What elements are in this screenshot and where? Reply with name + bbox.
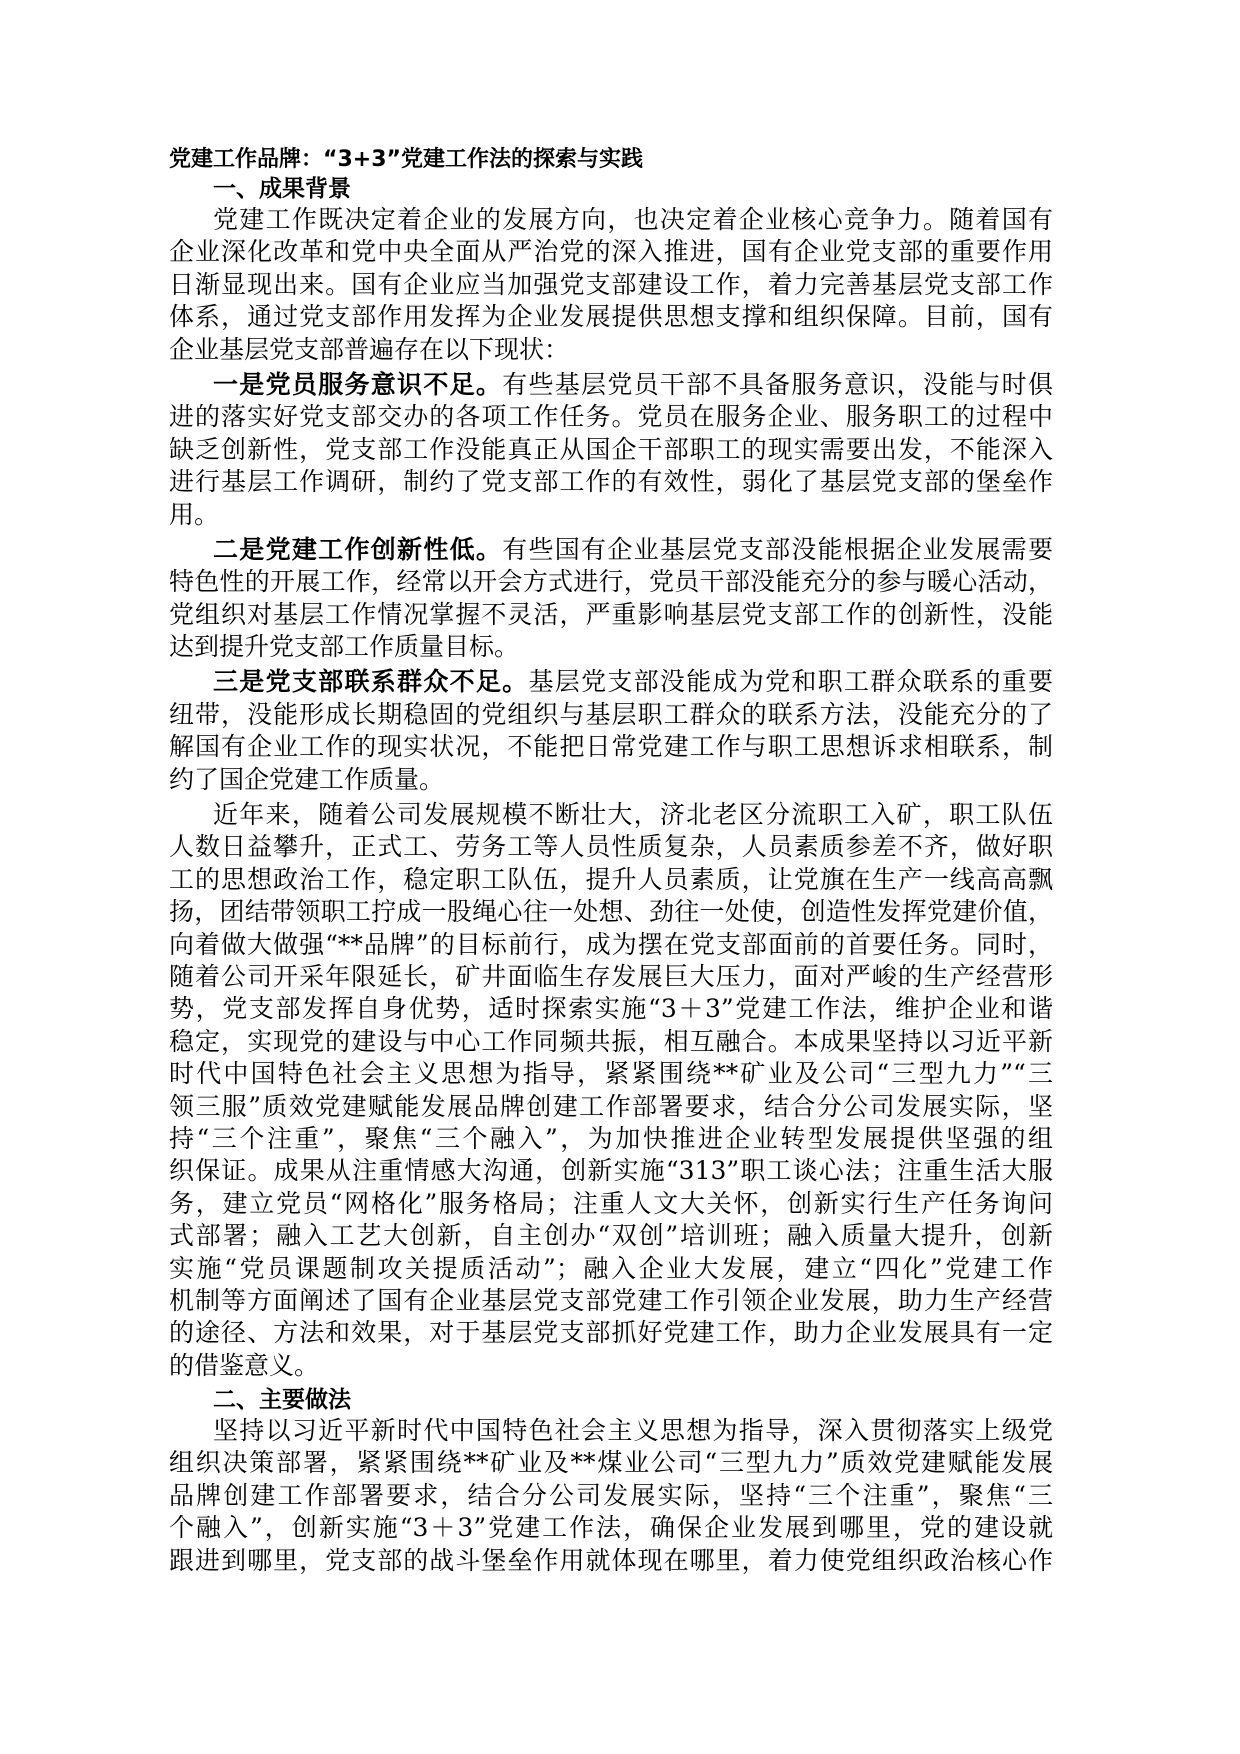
text-line (169, 369, 1053, 401)
paragraph (169, 369, 1053, 531)
text-line (169, 269, 1053, 301)
line-text: 随着公司开采年限延长，矿井面临生存发展巨大压力，面对严峻的生产经营形 (169, 961, 1053, 991)
text-line (169, 961, 1053, 993)
line-text: 扬，团结带领职工拧成一股绳心往一处想、劲往一处使，创造性发挥党建价值， (169, 897, 1053, 927)
text-line (169, 334, 1053, 366)
text-line (169, 764, 1053, 796)
line-text: 约了国企党建工作质量。 (169, 764, 445, 794)
text-line (169, 929, 1053, 961)
line-text: 时代中国特色社会主义思想为指导，紧紧围绕**矿业及公司“三型九力”“三 (169, 1059, 1053, 1089)
text-line (169, 993, 1053, 1025)
line-text: 纽带，没能形成长期稳固的党组织与基层职工群众的联系方法，没能充分的了 (169, 699, 1053, 729)
text-line (169, 1253, 1053, 1285)
text-line (169, 1317, 1053, 1349)
line-text: 进行基层工作调研，制约了党支部工作的有效性，弱化了基层党支部的堡垒作 (169, 467, 1053, 497)
paragraph (169, 799, 1053, 1382)
text-line (169, 236, 1053, 268)
text-line (169, 666, 1053, 698)
line-text: 品牌创建工作部署要求，结合分公司发展实际，坚持“三个注重”，聚焦“三 (169, 1480, 1053, 1510)
text-line (169, 831, 1053, 863)
line-text: 企业基层党支部普遍存在以下现状： (169, 334, 570, 364)
paragraph (169, 1415, 1053, 1577)
paragraph (169, 534, 1053, 664)
line-text: 个融入”，创新实施“3＋3”党建工作法，确保企业发展到哪里，党的建设就 (169, 1513, 1053, 1543)
text-line (169, 1545, 1053, 1577)
text-line (169, 1512, 1053, 1544)
line-text: 用。 (169, 499, 220, 529)
text-line (169, 434, 1053, 466)
line-text: 解国有企业工作的现实状况，不能把日常党建工作与职工思想诉求相联系，制 (169, 732, 1053, 762)
text-line (169, 1447, 1053, 1479)
line-text: 体系，通过党支部作用发挥为企业发展提供思想支撑和组织保障。目前，国有 (169, 302, 1053, 332)
paragraph-lead: 三是党支部联系群众不足。 (213, 667, 529, 697)
text-line (169, 566, 1053, 598)
text-line (169, 1155, 1053, 1187)
line-text: 党建工作既决定着企业的发展方向，也决定着企业核心竞争力。随着国有 (213, 205, 1053, 234)
line-text: 达到提升党支部工作质量目标。 (169, 632, 520, 662)
line-text: 有些基层党员干部不具备服务意识，没能与时俱 (502, 369, 1053, 399)
text-line (169, 799, 1053, 831)
text-line (169, 599, 1053, 631)
line-text: 基层党支部没能成为党和职工群众联系的重要 (528, 667, 1053, 697)
paragraph (169, 666, 1053, 796)
line-text: 党组织对基层工作情况掌握不灵活，严重影响基层党支部工作的创新性，没能 (169, 599, 1053, 629)
document-page (169, 146, 1053, 1580)
text-line (169, 699, 1053, 731)
text-line (169, 204, 1053, 236)
text-line (169, 731, 1053, 763)
text-line (169, 896, 1053, 928)
line-text: 企业深化改革和党中央全面从严治党的深入推进，国有企业党支部的重要作用 (169, 237, 1053, 267)
text-line (169, 864, 1053, 896)
line-text: 坚持以习近平新时代中国特色社会主义思想为指导，深入贯彻落实上级党 (213, 1416, 1053, 1446)
text-line (169, 401, 1053, 433)
text-line (169, 1026, 1053, 1058)
line-text: 稳定，实现党的建设与中心工作同频共振，相互融合。本成果坚持以习近平新 (169, 1026, 1053, 1056)
text-line (169, 1285, 1053, 1317)
line-text: 特色性的开展工作，经常以开会方式进行，党员干部没能充分的参与暖心活动， (169, 567, 1053, 597)
paragraph-lead: 二是党建工作创新性低。 (213, 534, 503, 564)
paragraph (169, 204, 1053, 366)
line-text: 缺乏创新性，党支部工作没能真正从国企干部职工的现实需要出发，不能深入 (169, 434, 1053, 464)
line-text: 织保证。成果从注重情感大沟通，创新实施“313”职工谈心法；注重生活大服 (169, 1156, 1053, 1186)
text-line (169, 301, 1053, 333)
text-line (169, 631, 1053, 663)
text-line (169, 466, 1053, 498)
text-line (169, 534, 1053, 566)
line-text: 近年来，随着公司发展规模不断壮大，济北老区分流职工入矿，职工队伍 (213, 800, 1053, 830)
section-heading: 二、主要做法 (213, 1387, 351, 1414)
document-title: 党建工作品牌：“3+3”党建工作法的探索与实践 (169, 147, 643, 172)
line-text: 领三服”质效党建赋能发展品牌创建工作部署要求，结合分公司发展实际，坚 (169, 1091, 1053, 1121)
line-text: 组织决策部署，紧紧围绕**矿业及**煤业公司“三型九力”质效党建赋能发展 (169, 1448, 1053, 1478)
line-text: 日渐显现出来。国有企业应当加强党支部建设工作，着力完善基层党支部工作 (169, 269, 1053, 299)
line-text: 的借鉴意义。 (169, 1350, 320, 1380)
text-line (169, 1350, 1053, 1382)
line-text: 机制等方面阐述了国有企业基层党支部党建工作引领企业发展，助力生产经营 (169, 1285, 1053, 1315)
line-text: 务，建立党员“网格化”服务格局；注重人文大关怀，创新实行生产任务询问 (169, 1188, 1053, 1218)
line-text: 有些国有企业基层党支部没能根据企业发展需要 (502, 534, 1053, 564)
section-heading: 一、成果背景 (213, 176, 351, 202)
line-text: 向着做大做强“**品牌”的目标前行，成为摆在党支部面前的首要任务。同时， (169, 929, 1053, 959)
line-text: 跟进到哪里，党支部的战斗堡垒作用就体现在哪里，着力使党组织政治核心作 (169, 1545, 1053, 1575)
line-text: 进的落实好党支部交办的各项工作任务。党员在服务企业、服务职工的过程中 (169, 402, 1053, 432)
line-text: 持“三个注重”，聚焦“三个融入”，为加快推进企业转型发展提供坚强的组 (169, 1123, 1053, 1153)
line-text: 实施“党员课题制攻关提质活动”；融入企业大发展，建立“四化”党建工作 (169, 1253, 1053, 1283)
line-text: 人数日益攀升，正式工、劳务工等人员性质复杂，人员素质参差不齐，做好职 (169, 832, 1053, 862)
text-line (169, 1058, 1053, 1090)
line-text: 工的思想政治工作，稳定职工队伍，提升人员素质，让党旗在生产一线高高飘 (169, 864, 1053, 894)
line-text: 式部署；融入工艺大创新，自主创办“双创”培训班；融入质量大提升，创新 (169, 1221, 1053, 1251)
text-line (169, 1091, 1053, 1123)
text-line (169, 499, 1053, 531)
line-text: 势，党支部发挥自身优势，适时探索实施“3＋3”党建工作法，维护企业和谐 (169, 994, 1053, 1024)
text-line (169, 1480, 1053, 1512)
line-text: 的途径、方法和效果，对于基层党支部抓好党建工作，助力企业发展具有一定 (169, 1318, 1053, 1348)
text-line (169, 1220, 1053, 1252)
text-line (169, 1188, 1053, 1220)
text-line (169, 1123, 1053, 1155)
text-line (169, 1415, 1053, 1447)
paragraph-lead: 一是党员服务意识不足。 (213, 369, 503, 399)
